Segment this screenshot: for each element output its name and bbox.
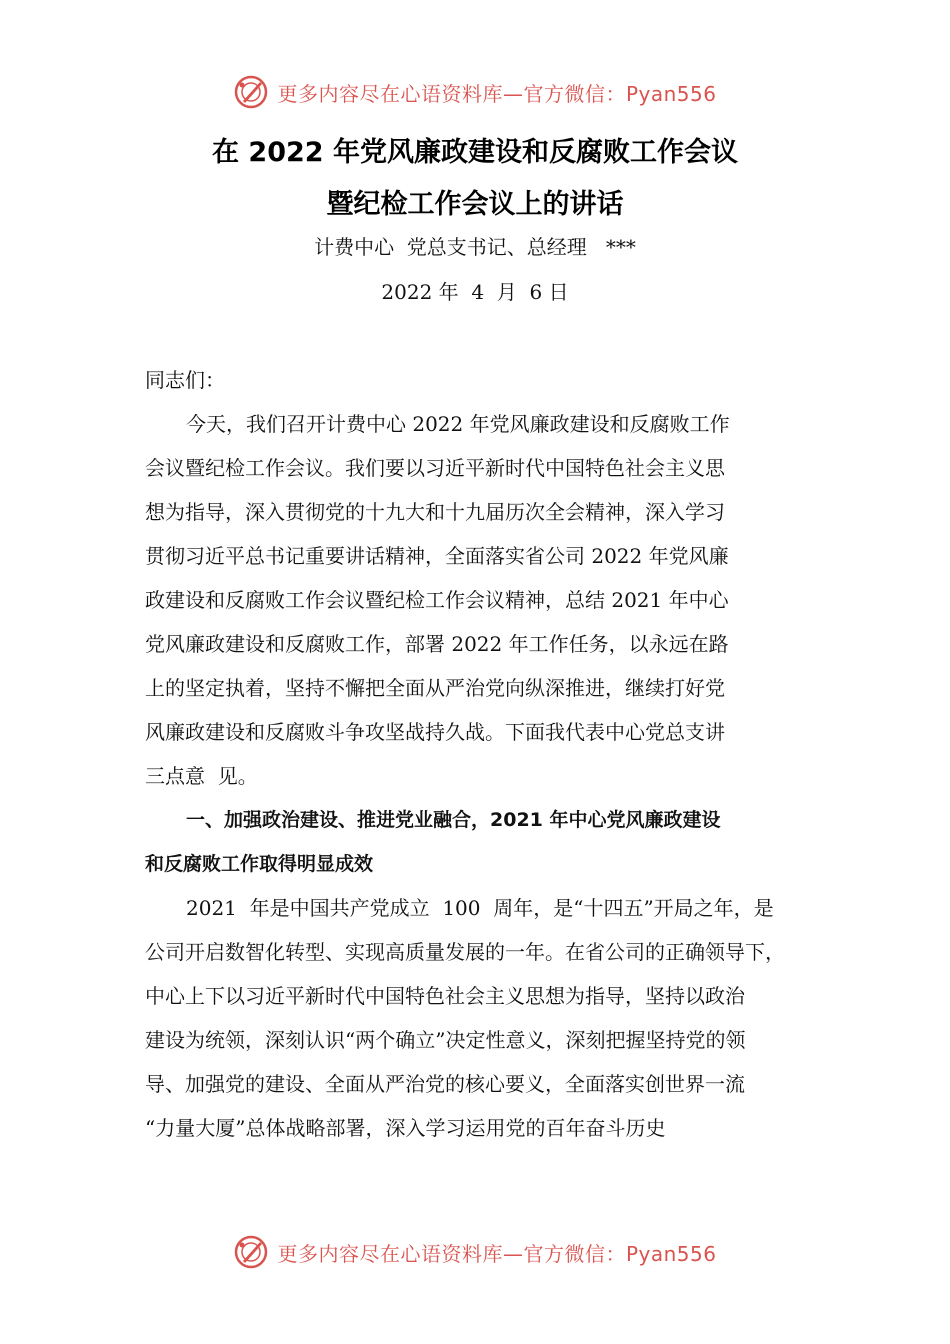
paragraph-1-line: 党风廉政建设和反腐败工作，部署 2022 年工作任务，以永远在路: [145, 632, 729, 656]
paragraph-1-line: 政建设和反腐败工作会议暨纪检工作会议精神，总结 2021 年中心: [145, 588, 729, 612]
watermark-footer: [0, 1232, 950, 1272]
paragraph-2-line: 建设为统领，深刻认识“两个确立”决定性意义，深刻把握坚持党的领: [145, 1028, 746, 1052]
paragraph-1-line: 贯彻习近平总书记重要讲话精神，全面落实省公司 2022 年党风廉: [145, 544, 729, 568]
watermark-header: [0, 72, 950, 112]
author-line: 计费中心 党总支书记、总经理 ***: [314, 235, 636, 259]
watermark-text: 更多内容尽在心语资料库—官方微信：Pyan556: [277, 1241, 717, 1266]
paragraph-1-line: 会议暨纪检工作会议。我们要以习近平新时代中国特色社会主义思: [145, 456, 725, 480]
document-title-line-2: 暨纪检工作会议上的讲话: [326, 189, 624, 220]
paragraph-2-line: 中心上下以习近平新时代中国特色社会主义思想为指导，坚持以政治: [145, 984, 745, 1008]
watermark-text: 更多内容尽在心语资料库—官方微信：Pyan556: [277, 81, 717, 106]
paragraph-2-line: 2021 年是中国共产党成立 100 周年，是“十四五”开局之年，是: [186, 896, 774, 920]
section-heading-1: 一、加强政治建设、推进党业融合，2021 年中心党风廉政建设: [186, 809, 721, 831]
paragraph-1-line: 想为指导，深入贯彻党的十九大和十九届历次全会精神，深入学习: [145, 500, 725, 524]
section-heading-1: 和反腐败工作取得明显成效: [145, 853, 374, 875]
paragraph-2-line: 公司开启数智化转型、实现高质量发展的一年。在省公司的正确领导下，: [145, 940, 785, 964]
paragraph-1-line: 三点意 见。: [145, 764, 258, 788]
watermark-logo-icon: [233, 74, 269, 110]
document-title-line-1: 在 2022 年党风廉政建设和反腐败工作会议: [212, 137, 738, 168]
salutation: 同志们：: [145, 368, 225, 392]
paragraph-1-line: 今天，我们召开计费中心 2022 年党风廉政建设和反腐败工作: [186, 412, 730, 436]
paragraph-1-line: 风廉政建设和反腐败斗争攻坚战持久战。下面我代表中心党总支讲: [145, 720, 725, 744]
paragraph-1-line: 上的坚定执着，坚持不懈把全面从严治党向纵深推进，继续打好党: [145, 676, 725, 700]
date-line: 2022 年 4 月 6 日: [381, 280, 569, 304]
paragraph-2-line: “力量大厦”总体战略部署，深入学习运用党的百年奋斗历史: [145, 1116, 666, 1140]
watermark-logo-icon: [233, 1234, 269, 1270]
paragraph-2-line: 导、加强党的建设、全面从严治党的核心要义，全面落实创世界一流: [145, 1072, 745, 1096]
